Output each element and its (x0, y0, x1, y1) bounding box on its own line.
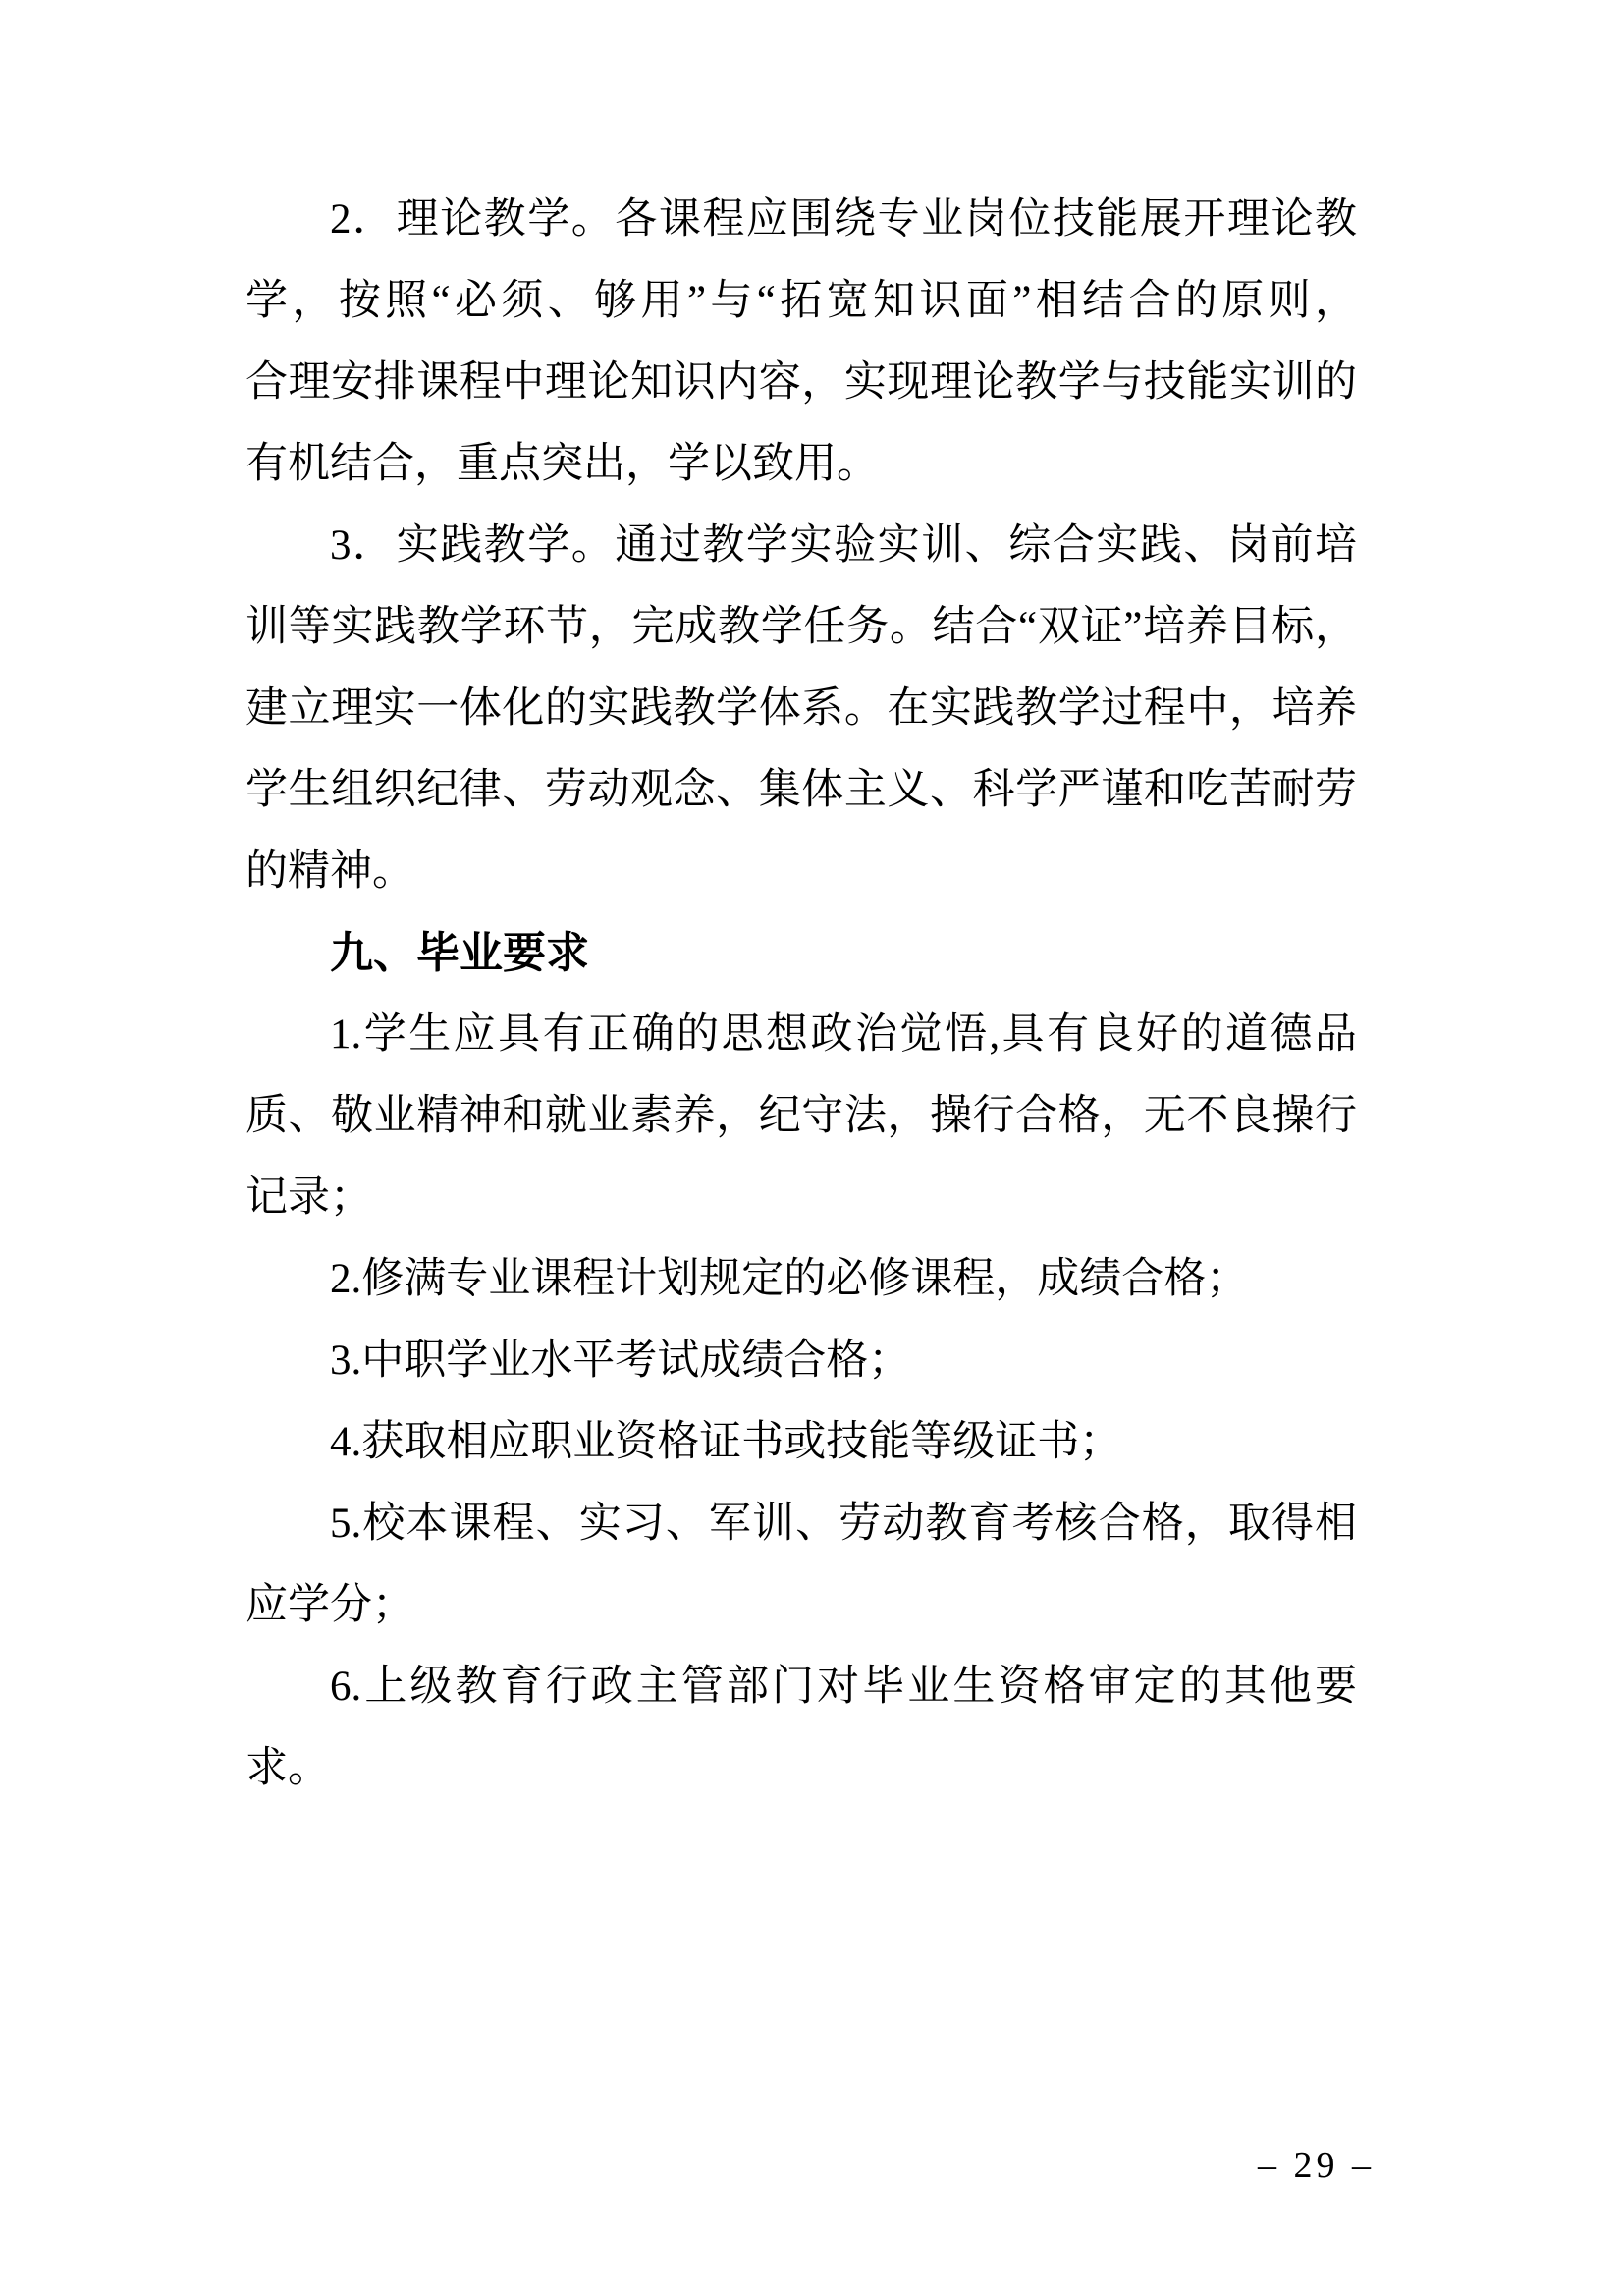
text-line: 有机结合，重点突出，学以致用。 (245, 441, 879, 487)
section-heading: 九、毕业要求 (330, 929, 589, 977)
text-line: 质、敬业精神和就业素养，纪守法，操行合格，无不良操行 (245, 1093, 1357, 1139)
item-5-school-based-assessment (245, 1483, 1357, 1646)
text-line: 6.上级教育行政主管部门对毕业生资格审定的其他要 (330, 1664, 1357, 1710)
text-line: 学生组织纪律、劳动观念、集体主义、科学严谨和吃苦耐劳 (245, 767, 1357, 813)
para-3-practice-teaching (245, 505, 1357, 912)
text-line: 学，按照“必须、够用”与“拓宽知识面”相结合的原则， (245, 278, 1357, 324)
text-line: 应学分； (245, 1582, 414, 1628)
text-line: 建立理实一体化的实践教学体系。在实践教学过程中，培养 (245, 685, 1357, 732)
text-line: 3．实践教学。通过教学实验实训、综合实践、岗前培 (330, 522, 1357, 569)
text-line: 训等实践教学环节，完成教学任务。结合“双证”培养目标， (245, 604, 1357, 650)
text-line: 4.获取相应职业资格证书或技能等级证书； (330, 1419, 1122, 1465)
text-line: 3.中职学业水平考试成绩合格； (330, 1338, 911, 1384)
item-6-other-requirements (245, 1646, 1357, 1809)
item-1-ideology-and-conduct (245, 994, 1357, 1238)
item-3-academic-level-exam (245, 1320, 1357, 1401)
text-line: 合理安排课程中理论知识内容，实现理论教学与技能实训的 (245, 359, 1357, 406)
text-line: 1.学生应具有正确的思想政治觉悟,具有良好的道德品 (330, 1011, 1357, 1058)
text-line: 5.校本课程、实习、军训、劳动教育考核合格，取得相 (330, 1501, 1357, 1547)
text-line: 的精神。 (245, 848, 414, 895)
item-2-required-courses (245, 1238, 1357, 1320)
item-4-certificates (245, 1401, 1357, 1483)
heading-9-graduation-requirements (245, 912, 1357, 994)
text-line: 2．理论教学。各课程应围绕专业岗位技能展开理论教 (330, 196, 1357, 243)
page-number: – 29 – (1258, 2145, 1375, 2186)
text-line: 求。 (245, 1745, 330, 1791)
document-body (245, 179, 1357, 1809)
text-line: 记录； (245, 1175, 372, 1221)
text-line: 2.修满专业课程计划规定的必修课程，成绩合格； (330, 1256, 1249, 1302)
para-2-theory-teaching (245, 179, 1357, 505)
